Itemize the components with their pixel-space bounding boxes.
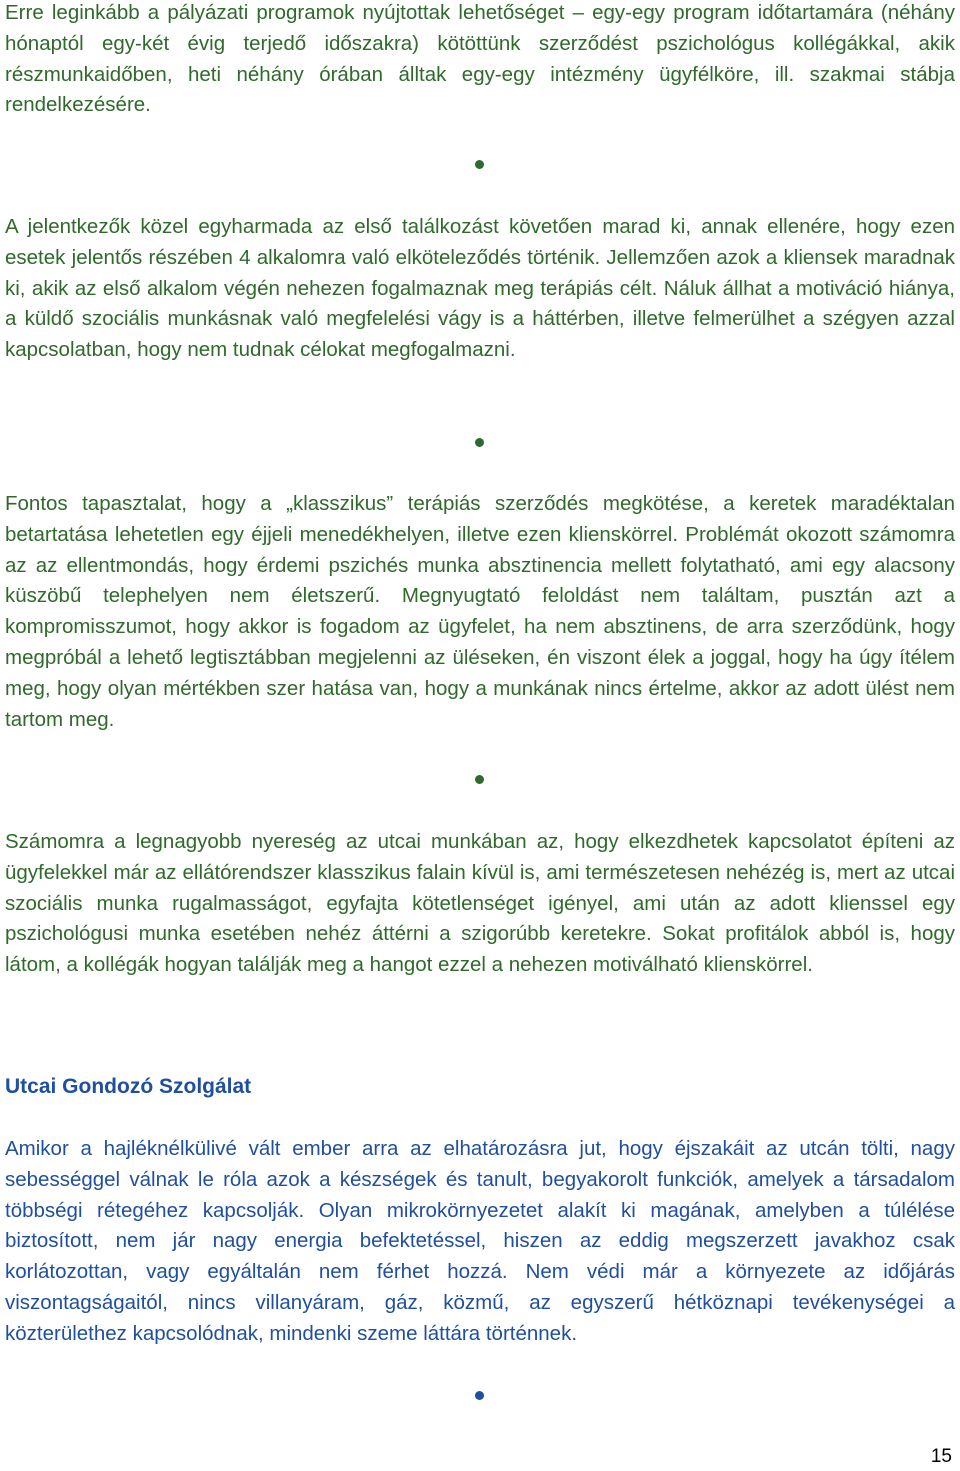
paragraph-intro: Erre leginkább a pályázati programok nyújtottak lehetőséget – egy-egy program időtartamára (néhány hónaptól egy-két évig terjedő időszakra) kötöttünk szerződést pszichológus kollégákkal, akik részmunkaidőben, heti néhány órában álltak egy-egy intézmény ügyfélköre, ill. szakmai stábja rendelkezésére. — [5, 1, 955, 117]
bullet-separator-4 — [475, 1391, 484, 1400]
section-heading: Utcai Gondozó Szolgálat — [5, 1075, 252, 1098]
bullet-separator-1 — [475, 160, 484, 169]
paragraph-dropout: A jelentkezők közel egyharmada az első találkozást követően marad ki, annak ellenére, hogy ezen esetek jelentős részében 4 alkalomra való elköteleződés történik. Jellemzően azok a kliensek maradnak ki, akik az első alkalom végén nehezen fogalmaznak meg terápiás célt. Náluk állhat a motiváció hiánya, a küldő szociális munkásnak való megfelelési vágy is a háttérben, illetve felmerülhet a szégyen azzal kapcsolatban, hogy nem tudnak célokat megfogalmazni. — [5, 215, 955, 362]
page-number: 15 — [930, 1446, 952, 1467]
paragraph-street-work: Számomra a legnagyobb nyereség az utcai munkában az, hogy elkezdhetek kapcsolatot építeni az ügyfelekkel már az ellátórendszer klasszikus falain kívül is, ami természetesen nehézég is, mert az utcai szociális munka rugalmasságot, egyfajta kötetlenséget igényel, ami után az adott klienssel egy pszichológusi munka esetében nehéz áttérni a szigorúbb keretekre. Sokat profitálok abból is, hogy látom, a kollégák hogyan találják meg a hangot ezzel a nehezen motiválható klienskörrel. — [5, 830, 955, 977]
paragraph-homeless: Amikor a hajléknélkülivé vált ember arra az elhatározásra jut, hogy éjszakáit az utcán tölti, nagy sebességgel válnak le róla azok a készségek és tanult, begyakorolt funkciók, amelyek a társadalom többségi rétegéhez kapcsolják. Olyan mikrokörnyezetet alakít ki magának, amelyben a túlélése biztosított, nem jár nagy energia befektetéssel, hiszen az eddig megszerzett javakhoz csak korlátozottan, vagy egyáltalán nem férhet hozzá. Nem védi már a környezete az időjárás viszontagságaitól, nincs villanyáram, gáz, közmű, az egyszerű hétköznapi tevékenységei a közterülethez kapcsolódnak, mindenki szeme láttára történnek. — [5, 1137, 955, 1345]
bullet-separator-2 — [475, 438, 484, 447]
bullet-separator-3 — [475, 775, 484, 784]
paragraph-contract: Fontos tapasztalat, hogy a „klasszikus” terápiás szerződés megkötése, a keretek maradéktalan betartatása lehetetlen egy éjjeli menedékhelyen, illetve ezen klienskörrel. Problémát okozott számomra az az ellentmondás, hogy érdemi pszichés munka absztinencia mellett folytatható, ami egy alacsony küszöbű telephelyen nem életszerű. Megnyugtató feloldást nem találtam, pusztán azt a kompromisszumot, hogy akkor is fogadom az ügyfelet, ha nem absztinens, de arra szerződünk, hogy megpróbál a lehető legtisztábban megjelenni az üléseken, én viszont élek a joggal, hogy ha úgy ítélem meg, hogy olyan mértékben szer hatása van, hogy a munkának nincs értelme, akkor az adott ülést nem tartom meg. — [5, 492, 955, 731]
